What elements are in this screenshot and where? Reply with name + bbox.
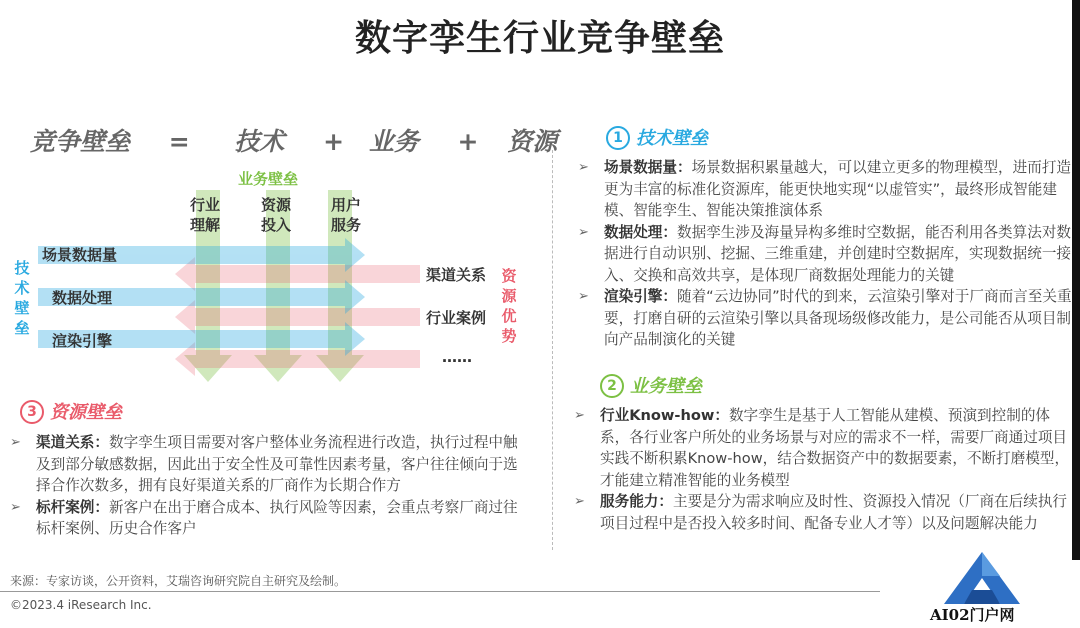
row-scene-data: 场景数据量 <box>42 246 118 264</box>
section-number-2: 2 <box>600 374 624 398</box>
formula-plus-2: + <box>457 127 479 156</box>
tech-barrier-list <box>574 157 1072 351</box>
list-item: ➢ 行业Know-how：数字孪生是基于人工智能从建模、预演到控制的体系，各行业客户所处的业务场景与对应的需求不一样，需要厂商通过项目实践不断积累Know-how，结合数据资产中的数据要素，不断打磨模型，才能建立精准智能的业务模型 <box>574 407 1070 489</box>
chevron-right-icon: ➢ <box>10 435 21 450</box>
chevron-right-icon: ➢ <box>578 224 589 240</box>
list-item: ➢ 场景数据量：场景数据积累量越大，可以建立更多的物理模型，进而打造更为丰富的标准化资源库，能更快地实现“以虚管实”，最终形成智能建模、智能孪生、智能决策推演体系 <box>578 159 1072 219</box>
column-resource-investment: 资源投入 <box>261 196 292 234</box>
row-channel-relations: 渠道关系 <box>426 266 487 284</box>
right-edge-bar <box>1072 0 1080 560</box>
formula-tech: 技术 <box>234 127 285 156</box>
tech-barrier-title: 技术壁垒 <box>636 128 708 149</box>
source-note: 来源：专家访谈，公开资料，艾瑞咨询研究院自主研究及绘制。 <box>10 574 347 588</box>
formula-lhs: 竞争壁垒 <box>30 127 131 156</box>
page-title: 数字孪生行业竞争壁垒 <box>354 18 725 59</box>
resource-barrier-list <box>6 432 526 540</box>
column-user-service: 用户服务 <box>331 196 362 234</box>
watermark-text: AI02门户网 <box>930 606 1015 624</box>
list-item: ➢ 渠道关系：数字孪生项目需要对客户整体业务流程进行改造，执行过程中触及到部分敏感数据，因此出于安全性及可靠性因素考量，客户往往倾向于选择合作次数多，拥有良好渠道关系的厂商作为长期合作方 <box>10 434 518 494</box>
business-barrier-title: 业务壁垒 <box>630 376 702 397</box>
chevron-right-icon: ➢ <box>574 408 585 423</box>
formula-plus-1: + <box>323 127 345 156</box>
chevron-right-icon: ➢ <box>578 289 589 304</box>
business-barrier-list <box>570 405 1072 534</box>
formula <box>30 122 557 158</box>
row-render-engine: 渲染引擎 <box>52 332 113 350</box>
resource-advantage-vertical-label: 资源优势 <box>501 267 517 345</box>
tech-barrier-heading <box>606 124 708 150</box>
business-barrier-heading <box>600 372 702 398</box>
formula-business: 业务 <box>368 127 419 156</box>
resource-barrier-heading <box>20 398 122 424</box>
tech-barrier-vertical-label: 技术壁垒 <box>14 259 30 337</box>
row-industry-cases: 行业案例 <box>426 309 487 327</box>
list-item: ➢ 数据处理：数据孪生涉及海量异构多维时空数据，能否利用各类算法对数据进行自动识别、挖掘、三维重建，并创建时空数据库，实现数据统一接入、交换和高效共享，是体现厂商数据处理能力的关键 <box>578 223 1072 284</box>
resource-barrier-title: 资源壁垒 <box>50 402 122 423</box>
section-number-1: 1 <box>606 126 630 150</box>
copyright: ©2023.4 iResearch Inc. <box>10 598 152 612</box>
watermark-logo-icon <box>942 550 1022 606</box>
chevron-right-icon: ➢ <box>574 494 585 509</box>
footer-divider <box>0 591 880 592</box>
list-item: ➢ 标杆案例：新客户在出于磨合成本、执行风险等因素，会重点考察厂商过往标杆案例、历史合作客户 <box>10 498 518 537</box>
chevron-right-icon: ➢ <box>10 499 21 515</box>
business-barrier-label: 业务壁垒 <box>238 170 299 188</box>
formula-equals: = <box>168 127 190 156</box>
formula-resource: 资源 <box>507 127 558 156</box>
row-data-processing: 数据处理 <box>52 289 113 307</box>
row-ellipsis: …… <box>442 348 472 366</box>
list-item: ➢ 渲染引擎：随着“云边协同”时代的到来，云渲染引擎对于厂商而言至关重要，打磨自研的云渲染引擎以具备现场级修改能力，是公司能否从项目制向产品制演化的关键 <box>578 288 1072 348</box>
column-industry-understanding: 行业理解 <box>190 196 221 234</box>
chevron-right-icon: ➢ <box>578 160 589 175</box>
column-divider <box>552 150 553 550</box>
list-item: ➢ 服务能力：主要是分为需求响应及时性、资源投入情况（厂商在后续执行项目过程中是否投入较多时间、配备专业人才等）以及问题解决能力 <box>574 493 1068 532</box>
section-number-3: 3 <box>20 400 44 424</box>
